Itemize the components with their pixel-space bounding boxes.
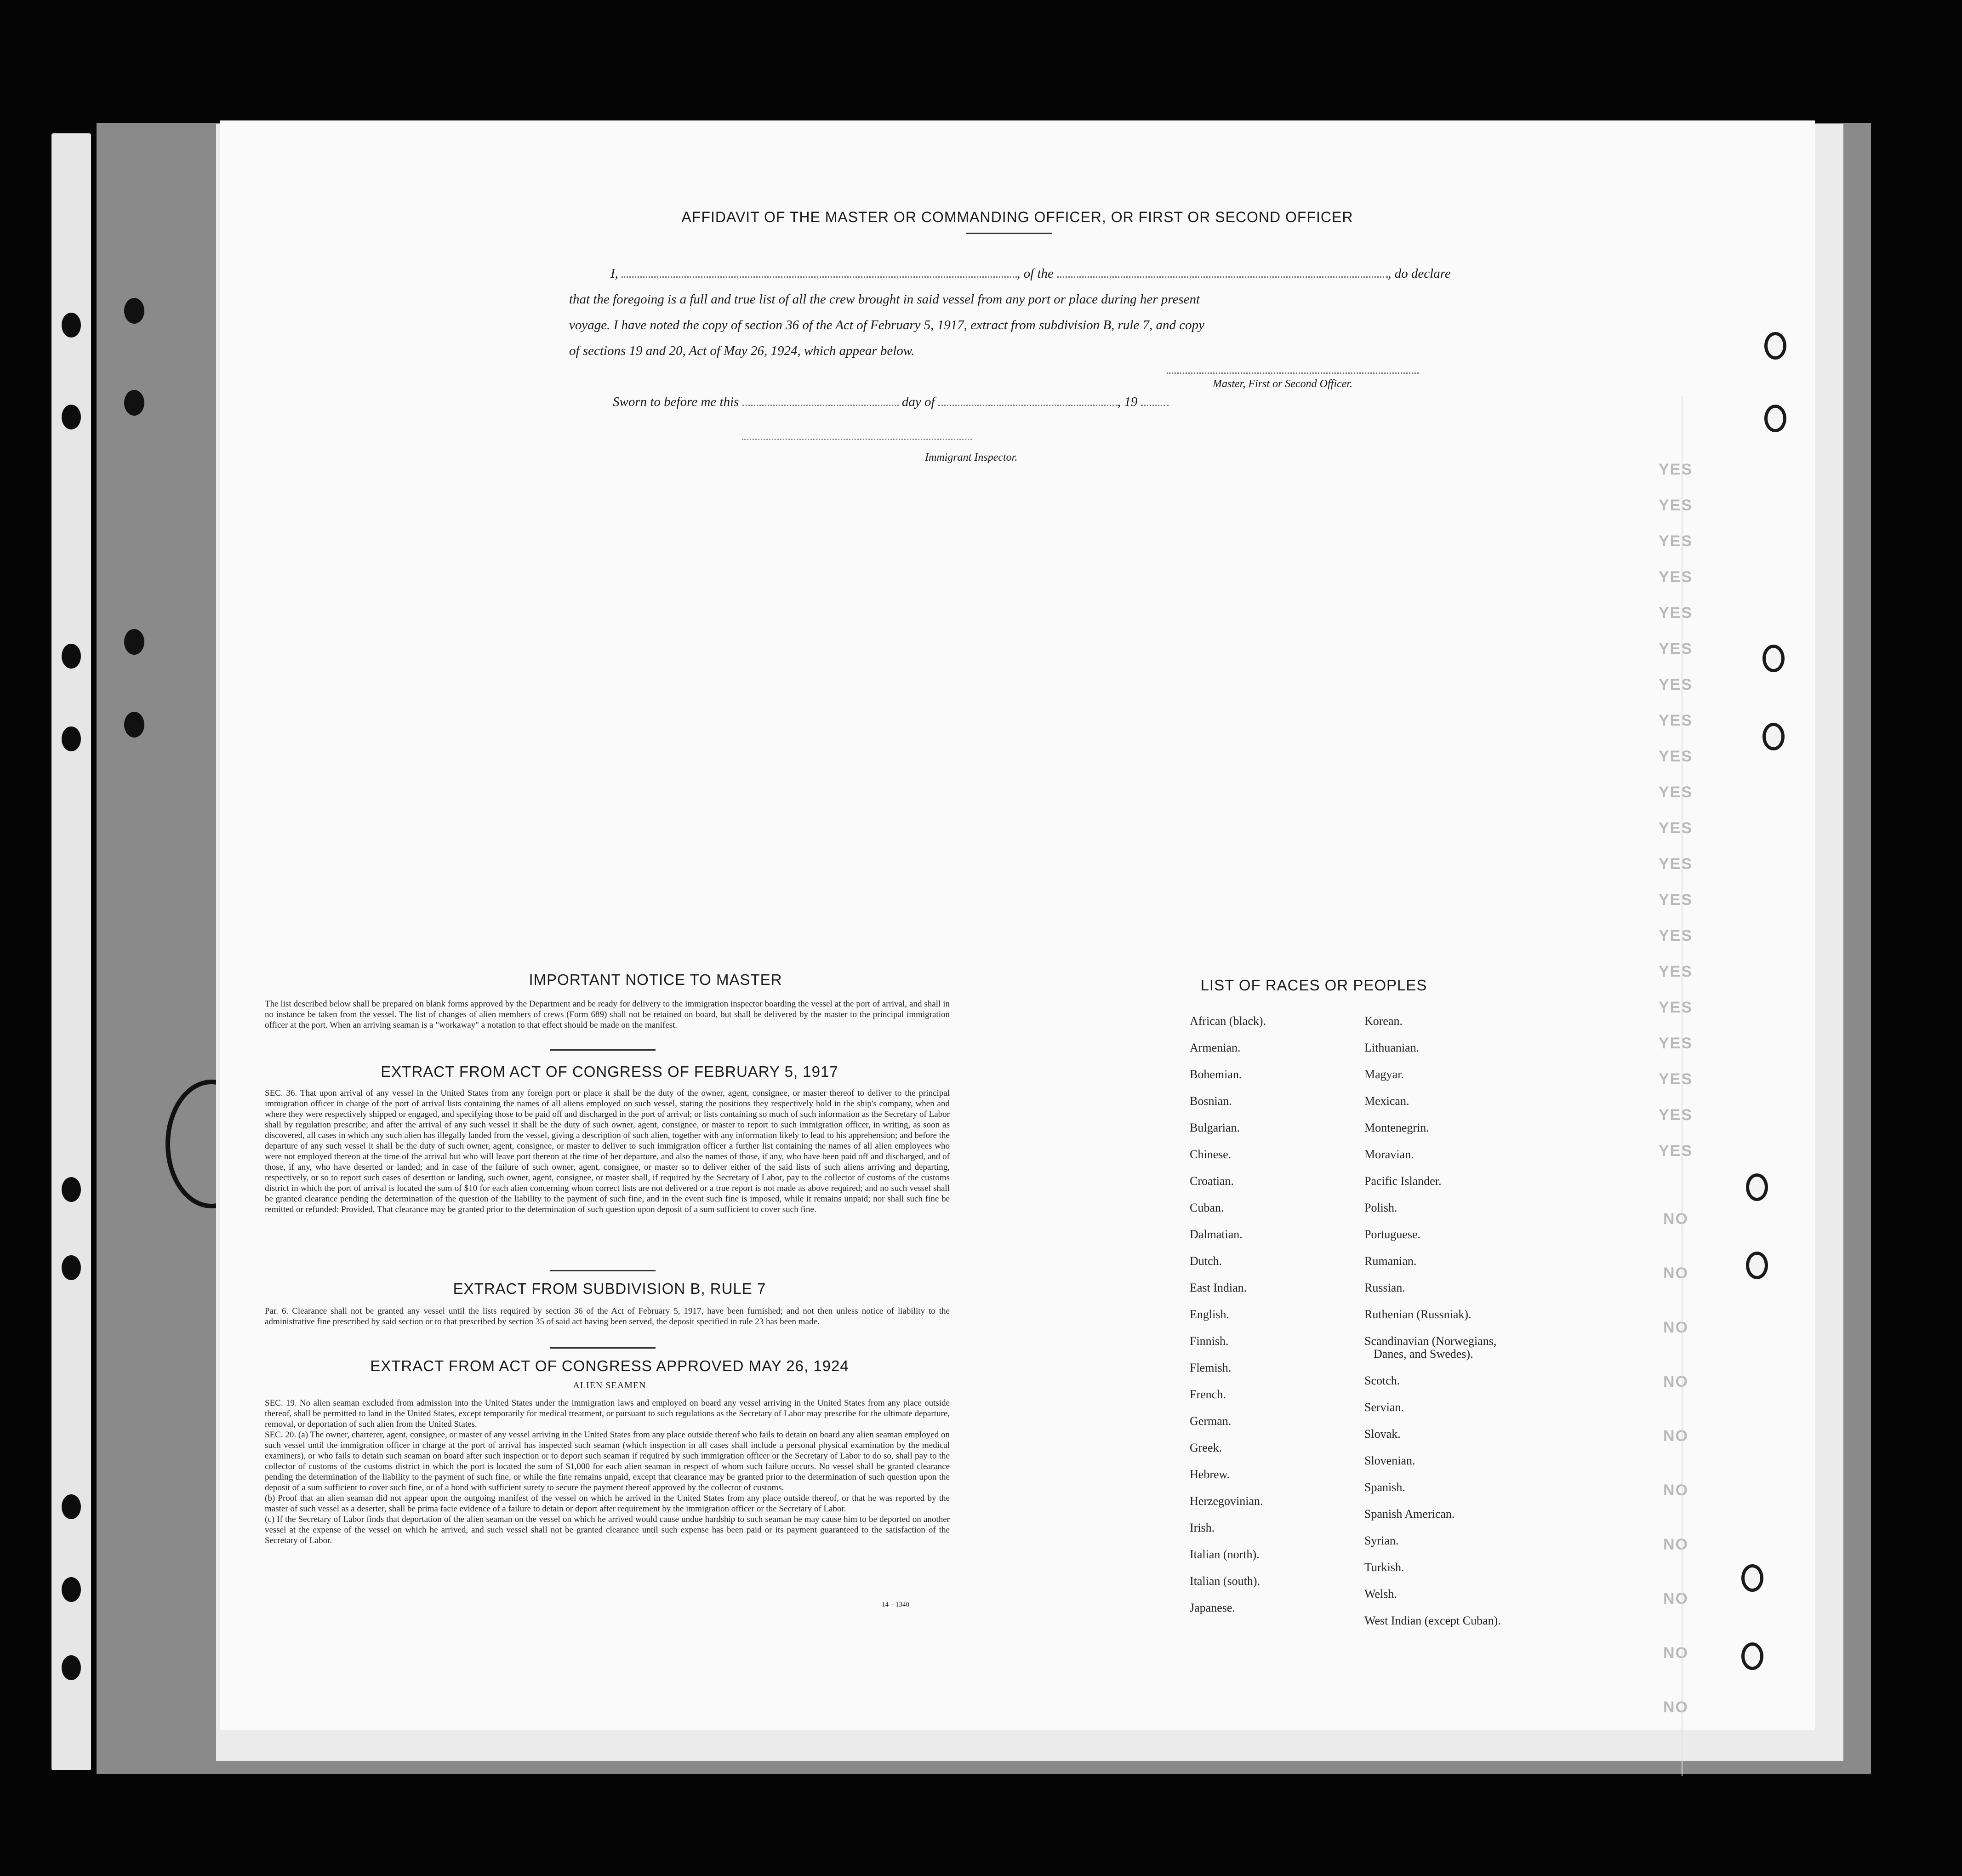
race-item: Polish. [1364, 1201, 1397, 1214]
binder-hole [62, 1494, 81, 1519]
rule7-divider [550, 1347, 656, 1349]
notice-text: The list described below shall be prepared on blank forms approved by the Department and be ready for delivery to the immigration inspector boarding the vessel at the port of arrival, and shall in no instance be taken from the vessel. The list of changes of alien members of crews (Form 689) shall not be retained on board, but shall be delivered by the master to the principal immigration officer at the port. When an arriving seaman is a "workaway" a notation to that effect should be made on the manifest. [265, 999, 950, 1030]
race-item: Ruthenian (Russniak). [1364, 1308, 1472, 1321]
race-item: African (black). [1190, 1014, 1266, 1028]
extract-1917-title: EXTRACT FROM ACT OF CONGRESS OF FEBRUARY 5, 1917 [381, 1063, 838, 1080]
race-item: Dalmatian. [1190, 1228, 1243, 1241]
day-blank [742, 391, 899, 406]
race-item: Armenian. [1190, 1041, 1241, 1054]
race-item: Spanish. [1364, 1481, 1405, 1494]
race-item: German. [1190, 1414, 1232, 1428]
extract-1917-divider [550, 1270, 656, 1271]
race-item: Japanese. [1190, 1601, 1235, 1614]
rule7-title: EXTRACT FROM SUBDIVISION B, RULE 7 [453, 1280, 766, 1297]
race-item: Syrian. [1364, 1534, 1399, 1547]
race-item: Servian. [1364, 1401, 1404, 1414]
year-blank [1141, 391, 1169, 406]
bleed-through-text: YES [1659, 819, 1693, 837]
binder-strip [51, 133, 91, 1770]
race-item: Irish. [1190, 1521, 1215, 1534]
race-item: Pacific Islander. [1364, 1174, 1442, 1188]
race-item: Bulgarian. [1190, 1121, 1240, 1134]
binder-hole [62, 1177, 81, 1202]
affidavit-line2: that the foregoing is a full and true list of all the crew brought in said vessel from any port or place during her present [569, 292, 1200, 307]
binder-hole [62, 726, 81, 751]
race-item: West Indian (except Cuban). [1364, 1614, 1501, 1627]
page-ring-hole [1764, 332, 1786, 360]
race-item: Montenegrin. [1364, 1121, 1429, 1134]
affidavit-line4: of sections 19 and 20, Act of May 26, 1924, which appear below. [569, 343, 915, 358]
race-item: Finnish. [1190, 1334, 1229, 1348]
bleed-through-text: YES [1659, 891, 1693, 909]
backing-hole [124, 390, 144, 416]
month-blank [938, 391, 1118, 406]
bleed-through-text: NO [1663, 1264, 1688, 1282]
bleed-through-text: YES [1659, 640, 1693, 658]
section-19: SEC. 19. No alien seaman excluded from admission into the United States under the immigration laws and employed on board any vessel arriving in the United States from any place outside thereof, shall be permitted to land in the United States, except temporarily for medical treatment, or pursuant to such regulations as the Secretary of Labor may prescribe for the ultimate departure, removal, or deportation of such alien from the United States. [265, 1398, 950, 1429]
form-number: 14—1340 [882, 1601, 909, 1608]
race-item: Scandinavian (Norwegians, [1364, 1334, 1497, 1348]
binder-hole [62, 644, 81, 669]
race-item: Scotch. [1364, 1374, 1400, 1387]
vessel-blank [1057, 263, 1388, 278]
bleed-through-text: NO [1663, 1590, 1688, 1607]
extract-1917-text: SEC. 36. That upon arrival of any vessel in the United States from any foreign port or place it shall be the duty of the owner, agent, consignee, or master thereof to deliver to the principal immigration officer in charge of the port of arrival lists containing the names of all aliens employed on such vessel, stating the positions they respectively hold in the ship's company, when and where they were respectively shipped or engaged, and specifying those to be paid off and discharged in the port of arrival; or lists containing so much of such information as the Secretary of Labor shall by regulation prescribe; and after the arrival of any such vessel it shall be the duty of such owner, agent, consignee, or master to report to such immigration officer, in writing, as soon as discovered, all cases in which any such alien has illegally landed from the vessel, giving a description of such alien, together with any information likely to lead to his apprehension; and before the departure of any such vessel it shall be the duty of such owner, agent, consignee, or master to deliver to such immigration officer a further list containing the names of all alien employees who were not employed thereon at the time of the arrival but who will leave port thereon at the time of her departure, and also the names of those, if any, who have been paid off and discharged, and of those, if any, who have deserted or landed; and in case of the failure of such owner, agent, consignee, or master so to deliver either of the said lists of such aliens arriving and departing, respectively, or so to report such cases of desertion or landing, such owner, agent, consignee, or master shall, if required by the Secretary of Labor, pay to the collector of customs of the customs district in which the port of arrival is located the sum of $10 for each alien concerning whom correct lists are not delivered or a true report is not made as above required; and no such vessel shall be granted clearance pending the determination of the question of the liability to the payment of such fine, and in the event such fine is imposed, while it remains unpaid; nor shall such fine be remitted or refunded: Provided, That clearance may be granted prior to the determination of such question upon deposit of a sum sufficient to cover such fine. [265, 1088, 950, 1214]
extract-1924-title: EXTRACT FROM ACT OF CONGRESS APPROVED MAY 26, 1924 [370, 1357, 849, 1374]
backing-hole [124, 298, 144, 324]
manifest-page [220, 120, 1815, 1730]
day-of-label: day of [901, 395, 935, 409]
race-item: Portuguese. [1364, 1228, 1421, 1241]
binder-hole [62, 1255, 81, 1280]
bleed-through-text: NO [1663, 1373, 1688, 1390]
page-ring-hole [1741, 1642, 1763, 1670]
race-item: Greek. [1190, 1441, 1222, 1454]
inspector-signature-line [742, 439, 972, 440]
race-item: Herzegovinian. [1190, 1494, 1263, 1508]
inspector-label: Immigrant Inspector. [925, 452, 1018, 463]
notice-title: IMPORTANT NOTICE TO MASTER [529, 971, 782, 988]
bleed-through-text: YES [1659, 1142, 1693, 1160]
binder-hole [62, 405, 81, 429]
race-item: Slovak. [1364, 1427, 1401, 1441]
sworn-line [613, 391, 1169, 410]
race-item: Rumanian. [1364, 1254, 1417, 1268]
race-item: French. [1190, 1388, 1226, 1401]
race-item: English. [1190, 1308, 1229, 1321]
bleed-through-text: YES [1659, 855, 1693, 873]
affidavit-title: AFFIDAVIT OF THE MASTER OR COMMANDING OFFICER, OR FIRST OR SECOND OFFICER [681, 209, 1353, 225]
bleed-through-text: NO [1663, 1481, 1688, 1499]
title-divider [966, 233, 1052, 234]
rule7-text: Par. 6. Clearance shall not be granted any vessel until the lists required by section 36 of the Act of February 5, 1917, have been furnished; and not then unless notice of liability to the administrative fine prescribed by said section or to that prescribed by section 35 of said act having been served, the deposit specified in rule 23 has been made. [265, 1306, 950, 1327]
races-title: LIST OF RACES OR PEOPLES [1200, 977, 1427, 994]
bleed-through-text: YES [1659, 568, 1693, 586]
bleed-through-text: NO [1663, 1644, 1688, 1662]
race-item: Moravian. [1364, 1148, 1414, 1161]
extract-1924-text [265, 1398, 950, 1546]
binder-hole [62, 313, 81, 337]
page-ring-hole [1741, 1564, 1763, 1592]
bleed-through-text: YES [1659, 1070, 1693, 1088]
section-20b: (b) Proof that an alien seaman did not appear upon the outgoing manifest of the vessel on which he arrived in the United States from any place outside thereof, or that he was reported by the master of such vessel as a deserter, shall be prima facie evidence of a failure to detain or deport after requirement by the immigration officer or the Secretary of Labor. [265, 1493, 950, 1514]
affidavit-i: I, [610, 266, 618, 281]
page-ring-hole [1746, 1173, 1768, 1201]
race-item: Spanish American. [1364, 1507, 1455, 1521]
race-item: Bosnian. [1190, 1094, 1232, 1108]
binder-hole [62, 1577, 81, 1602]
bleed-through-text: NO [1663, 1536, 1688, 1553]
bleed-through-text: YES [1659, 927, 1693, 944]
master-signature-line [1167, 372, 1419, 374]
page-ring-hole [1746, 1252, 1768, 1279]
bleed-through-text: NO [1663, 1210, 1688, 1228]
bleed-through-text: NO [1663, 1319, 1688, 1336]
races-right-column [1364, 1008, 1501, 1634]
race-item: Slovenian. [1364, 1454, 1415, 1467]
race-item: Bohemian. [1190, 1068, 1242, 1081]
affidavit-body [569, 261, 1682, 364]
bleed-through-rule [1682, 396, 1710, 1776]
page-ring-hole [1762, 645, 1785, 672]
alien-seamen-subtitle: ALIEN SEAMEN [573, 1380, 646, 1390]
year-label: , 19 [1117, 395, 1138, 409]
race-item: Croatian. [1190, 1174, 1234, 1188]
race-item: Hebrew. [1190, 1468, 1230, 1481]
race-item: Turkish. [1364, 1561, 1404, 1574]
sworn-label: Sworn to before me this [613, 395, 739, 409]
race-item: Cuban. [1190, 1201, 1224, 1214]
race-item: Danes, and Swedes). [1374, 1347, 1473, 1361]
race-item: Magyar. [1364, 1068, 1404, 1081]
bleed-through-text: YES [1659, 497, 1693, 514]
bleed-through-text: NO [1663, 1699, 1688, 1716]
affidavit-line3: voyage. I have noted the copy of section 36 of the Act of February 5, 1917, extract from subdivision B, rule 7, and copy [569, 318, 1205, 332]
bleed-through-text: YES [1659, 748, 1693, 765]
bleed-through-text: YES [1659, 1035, 1693, 1052]
race-item: Korean. [1364, 1014, 1403, 1028]
race-item: Dutch. [1190, 1254, 1222, 1268]
page-ring-hole [1762, 723, 1785, 750]
bleed-through-text: YES [1659, 676, 1693, 693]
race-item: Italian (north). [1190, 1548, 1260, 1561]
bleed-through-text: YES [1659, 999, 1693, 1016]
affidavit-of-the: , of the [1017, 266, 1054, 281]
race-item: East Indian. [1190, 1281, 1247, 1294]
race-item: Mexican. [1364, 1094, 1409, 1108]
backing-hole [124, 712, 144, 738]
binder-hole [62, 1655, 81, 1680]
bleed-through-text: YES [1659, 604, 1693, 622]
bleed-through-text: YES [1659, 461, 1693, 478]
master-label: Master, First or Second Officer. [1213, 378, 1352, 390]
bleed-through-text: YES [1659, 1106, 1693, 1124]
race-item: Russian. [1364, 1281, 1405, 1294]
races-left-column [1190, 1008, 1266, 1621]
page-ring-hole [1764, 405, 1786, 432]
bleed-through-text: NO [1663, 1427, 1688, 1445]
section-20a: SEC. 20. (a) The owner, charterer, agent, consignee, or master of any vessel arriving in the United States from any place outside thereof who fails to detain on board any alien seaman employed on such vessel until the immigration officer in charge at the port of arrival has inspected such seaman (which inspection in all cases shall include a personal physical examination by the medical examiners), or who fails to detain such seaman on board after such inspection or to deport such seaman if required by such immigration officer or the Secretary of Labor to do so, shall pay to the collector of customs of the customs district in which the port is located the sum of $1,000 for each alien seaman in respect of whom such failure occurs. No vessel shall be granted clearance pending the determination of the liability to the payment of such fine, or while the fine remains unpaid, except that clearance may be granted prior to the determination of such question upon the deposit of a sum sufficient to cover such fine, or of a bond with sufficient surety to secure the payment thereof approved by the collector of customs. [265, 1430, 950, 1493]
bleed-through-text: YES [1659, 532, 1693, 550]
race-item: Chinese. [1190, 1148, 1232, 1161]
bleed-through-text: YES [1659, 963, 1693, 980]
race-item: Flemish. [1190, 1361, 1232, 1374]
backing-hole [124, 629, 144, 655]
section-20c: (c) If the Secretary of Labor finds that deportation of the alien seaman on the vessel on which he arrived would cause undue hardship to such seaman he may cause him to be deported on another vessel at the expense of the vessel on which he arrived, and such vessel shall not be granted clearance until such expense has been paid or its payment guaranteed to the satisfaction of the Secretary of Labor. [265, 1515, 950, 1545]
name-blank [622, 263, 1017, 278]
race-item: Welsh. [1364, 1587, 1397, 1601]
bleed-through-text: YES [1659, 712, 1693, 729]
race-item: Italian (south). [1190, 1574, 1260, 1588]
notice-divider [550, 1049, 656, 1051]
bleed-through-text: YES [1659, 784, 1693, 801]
race-item: Lithuanian. [1364, 1041, 1420, 1054]
affidavit-declare: , do declare [1388, 266, 1451, 281]
